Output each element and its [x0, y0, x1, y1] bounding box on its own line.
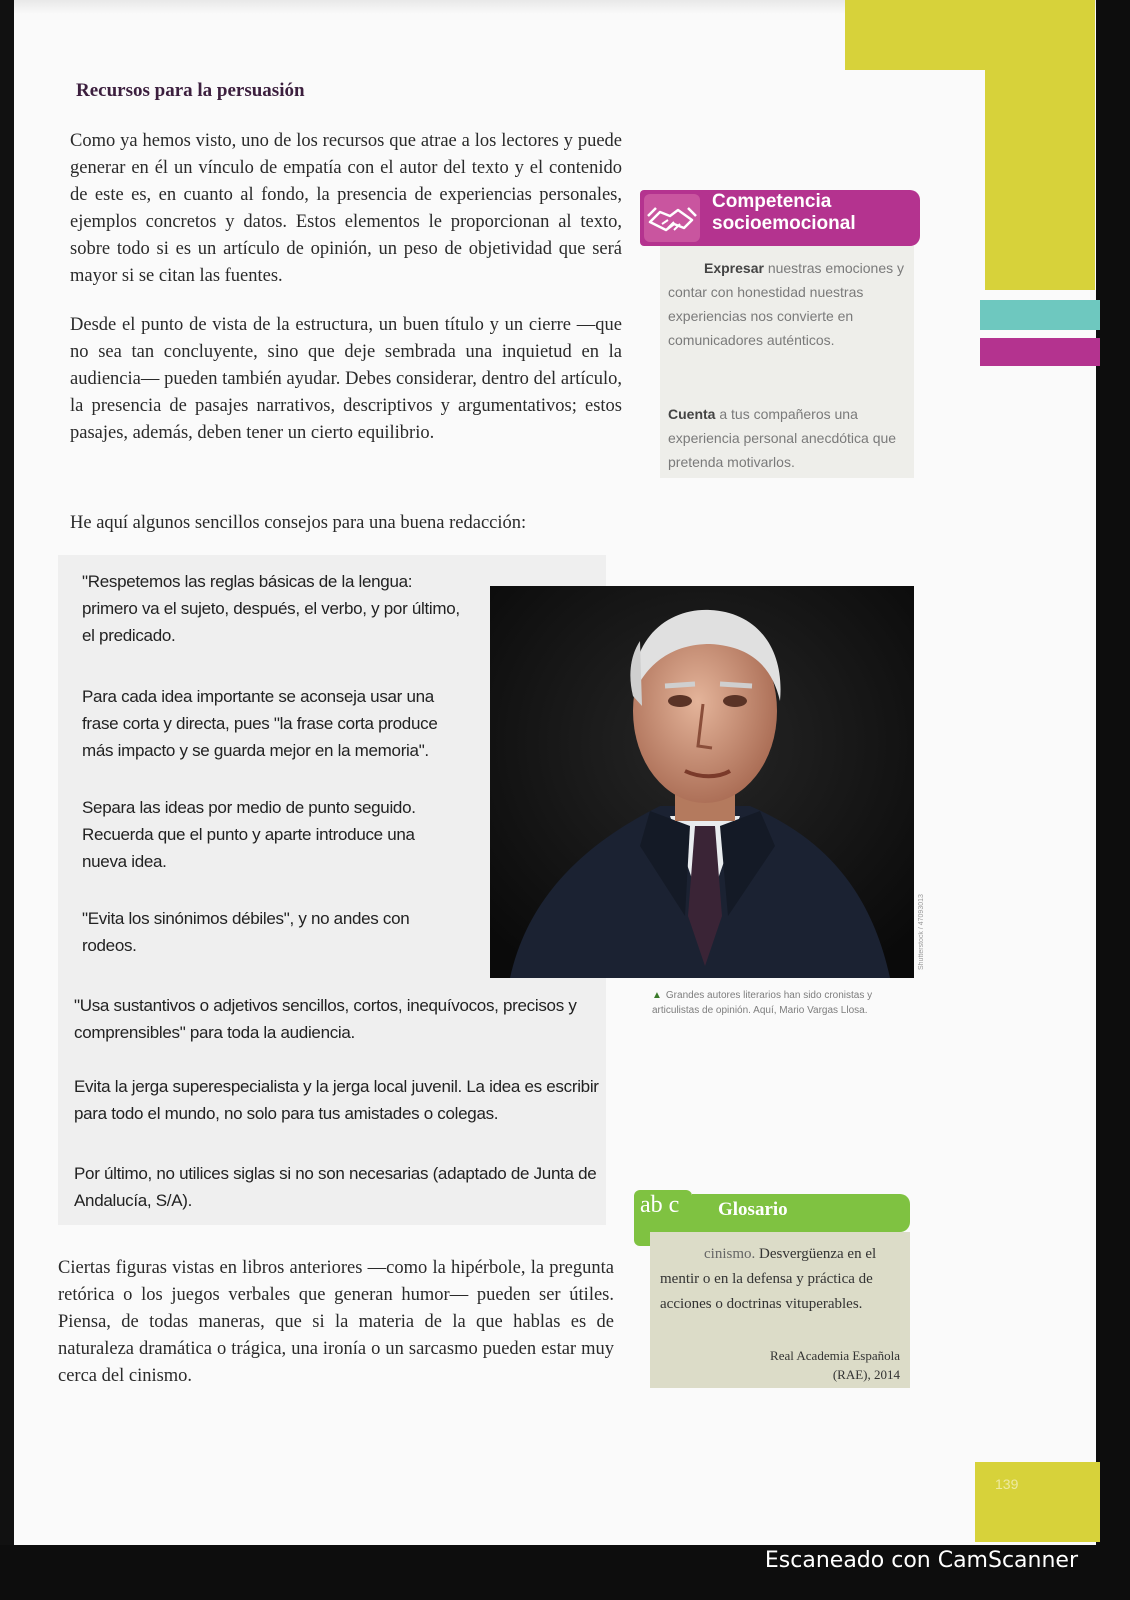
competencia-title: [712, 191, 912, 235]
paragraph-structure: Desde el punto de vista de la estructura, un buen título y un cierre —que no sea tan concluyente, sino que deje sembrada una inquietud en la audiencia— pueden también ayudar. Debes considerar, dentro del artículo, la presencia de pasajes narrativos, descriptivos y argumentativos; estos pasajes, además, deben tener un cierto equilibrio.: [70, 315, 622, 443]
portrait-illustration: [490, 586, 914, 978]
paragraph-advice-intro: He aquí algunos sencillos consejos para una buena redacción:: [70, 513, 527, 533]
tip-item: Separa las ideas por medio de punto seguido. Recuerda que el punto y aparte introduce una nueva idea.: [82, 798, 416, 871]
scan-left-edge: [0, 0, 14, 1600]
glosario-term: cinismo.: [704, 1246, 756, 1262]
glosario-definition-text: Desvergüenza en el mentir o en la defensa y práctica de acciones o doctrinas vituperables.: [660, 1246, 877, 1312]
photo-caption: [652, 988, 914, 1018]
paragraph-figures: Ciertas figuras vistas en libros anteriores —como la hipérbole, la pregunta retórica o los juegos verbales que generan humor— pueden ser útiles. Piensa, de todas maneras, que si la materia de la que hablas es de naturaleza dramática o trágica, una ironía o un sarcasmo pueden estar muy cerca del cinismo.: [58, 1258, 614, 1386]
section-heading: Recursos para la persuasión: [76, 80, 305, 101]
competencia-rest-1: nuestras emociones y contar con honestidad nuestras experiencias nos convierte en comunicadores auténticos.: [668, 260, 905, 348]
triangle-icon: ▲: [652, 990, 662, 1001]
tip-item: Por último, no utilices siglas si no son necesarias (adaptado de Junta de Andalucía, S/A).: [74, 1164, 597, 1210]
competencia-text-1: [668, 256, 906, 352]
photo-credit: Shutterstock / 47093013: [918, 894, 925, 970]
tip-item: Para cada idea importante se aconseja usar una frase corta y directa, pues "la frase corta produce más impacto y se guarda mejor en la memoria".: [82, 687, 438, 760]
glosario-definition: [660, 1242, 904, 1317]
magenta-margin-band: [980, 338, 1100, 366]
competencia-rest-2: a tus compañeros una experiencia personal anecdótica que pretenda motivarlos.: [668, 406, 897, 470]
handshake-icon: [644, 194, 700, 242]
competencia-verb-1: Expresar: [704, 260, 764, 276]
competencia-verb-2: Cuenta: [668, 406, 716, 422]
tip-item: "Usa sustantivos o adjetivos sencillos, cortos, inequívocos, precisos y comprensibles" para toda la audiencia.: [74, 996, 577, 1042]
teal-margin-band: [980, 300, 1100, 330]
paragraph-intro: Como ya hemos visto, uno de los recursos que atrae a los lectores y puede generar en él un vínculo de empatía con el autor del texto y el contenido de este es, en cuanto al fondo, la presencia de experiencias personales, ejemplos concretos y datos. Estos elementos le proporcionan al texto, sobre todo si es un artículo de opinión, un peso de objetividad que será mayor si se citan las fuentes.: [70, 131, 622, 286]
glosario-title: Glosario: [718, 1199, 788, 1220]
author-photo: [490, 586, 914, 978]
abc-icon: ab c: [640, 1192, 680, 1218]
competencia-text-2: [668, 402, 906, 474]
tip-item: "Evita los sinónimos débiles", y no andes con rodeos.: [82, 909, 410, 955]
photo-caption-text: Grandes autores literarios han sido cronistas y articulistas de opinión. Aquí, Mario Vargas Llosa.: [652, 990, 873, 1016]
competencia-title-line1: Competencia: [712, 191, 832, 212]
page-number-box: [975, 1462, 1100, 1542]
glosario-source: [680, 1346, 900, 1384]
tip-item: "Respetemos las reglas básicas de la lengua: primero va el sujeto, después, el verbo, y por último, el predicado.: [82, 572, 460, 645]
page-number: 139: [995, 1476, 1019, 1492]
camscanner-watermark: Escaneado con CamScanner: [764, 1548, 1078, 1573]
tip-item: Evita la jerga superespecialista y la jerga local juvenil. La idea es escribir para todo el mundo, no solo para tus amistades o colegas.: [74, 1077, 599, 1123]
glosario-source-line2: (RAE), 2014: [832, 1367, 900, 1382]
glosario-source-line1: Real Academia Española: [770, 1348, 900, 1363]
competencia-title-line2: socioemocional: [712, 213, 856, 234]
